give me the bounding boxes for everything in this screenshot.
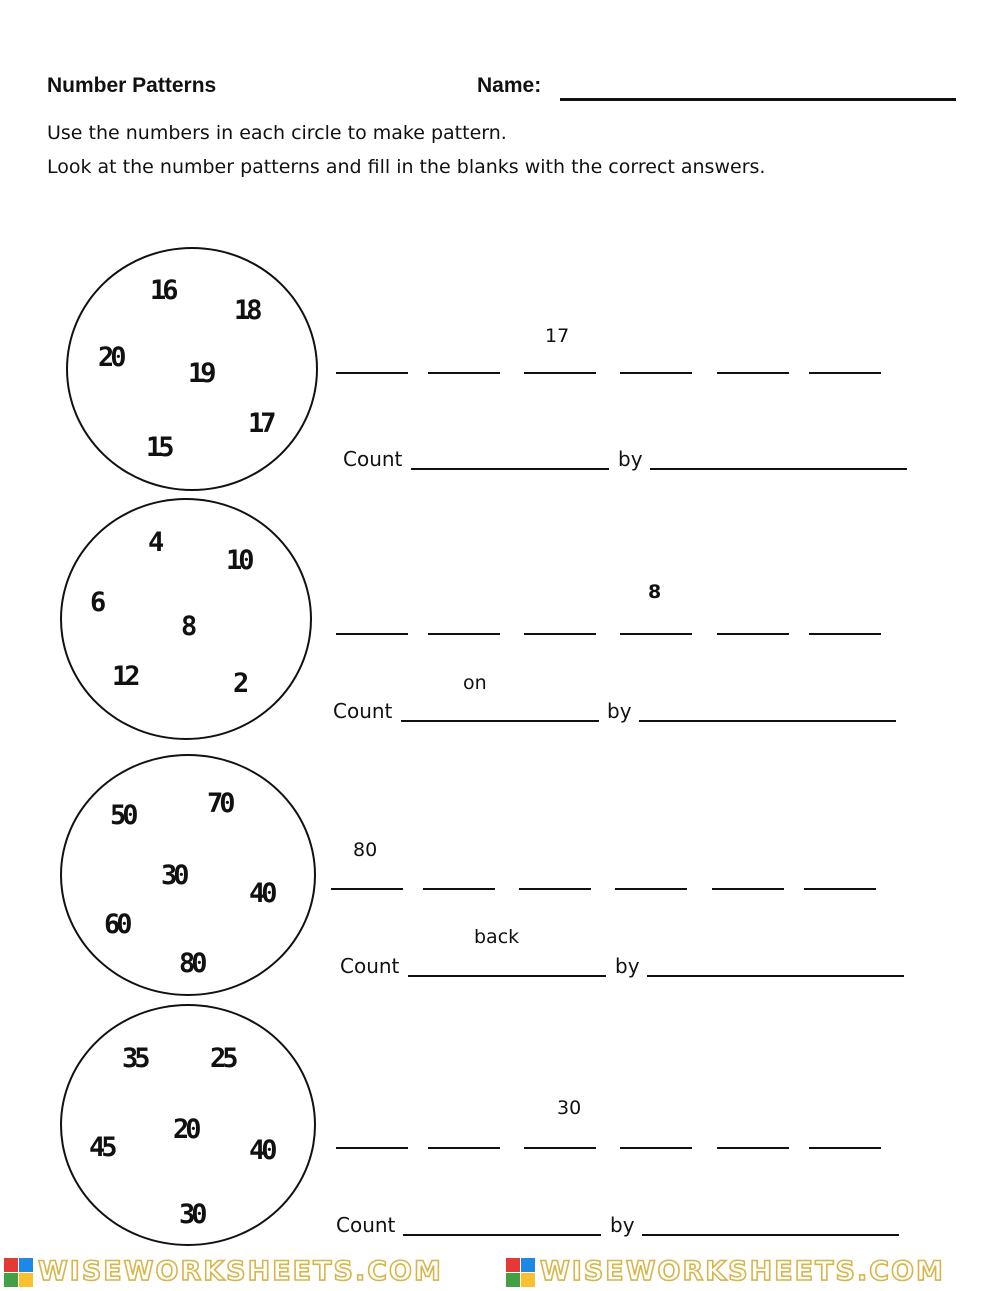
count-label: Count xyxy=(333,699,393,723)
circle-number: 30 xyxy=(179,1199,204,1230)
pattern-blank[interactable] xyxy=(717,372,789,374)
instruction-line-1: Use the numbers in each circle to make pattern. xyxy=(47,122,507,144)
circle-number: 16 xyxy=(150,275,175,306)
count-direction-answer[interactable]: on xyxy=(463,672,487,694)
circle-number: 70 xyxy=(207,788,232,819)
count-direction-blank[interactable] xyxy=(408,975,606,977)
circle-number: 10 xyxy=(226,545,251,576)
circle-number: 12 xyxy=(112,661,137,692)
circle-number: 50 xyxy=(110,800,135,831)
by-label: by xyxy=(615,954,640,978)
pattern-blank[interactable] xyxy=(331,888,403,890)
circle-number: 15 xyxy=(146,432,171,463)
pattern-blank[interactable] xyxy=(519,888,591,890)
worksheet-title: Number Patterns xyxy=(47,74,217,97)
count-label: Count xyxy=(343,447,403,471)
circle-number: 40 xyxy=(249,1135,274,1166)
watermark-footer xyxy=(0,1256,1000,1291)
count-label: Count xyxy=(336,1213,396,1237)
count-direction-blank[interactable] xyxy=(411,468,609,470)
circle-number: 80 xyxy=(179,948,204,979)
pattern-blank[interactable] xyxy=(428,1147,500,1149)
circle-number: 60 xyxy=(104,909,129,940)
circle-number: 30 xyxy=(161,860,186,891)
count-direction-blank[interactable] xyxy=(401,720,599,722)
circle-number: 40 xyxy=(249,878,274,909)
circle-number: 4 xyxy=(148,527,161,558)
pattern-blank[interactable] xyxy=(428,633,500,635)
pattern-blank[interactable] xyxy=(620,372,692,374)
circle-number: 17 xyxy=(248,408,273,439)
pattern-blank[interactable] xyxy=(712,888,784,890)
name-label: Name: xyxy=(477,74,542,97)
logo-blocks-icon xyxy=(4,1258,34,1288)
count-direction-answer[interactable]: back xyxy=(474,926,520,948)
circle-number: 45 xyxy=(89,1132,114,1163)
pattern-blank[interactable] xyxy=(423,888,495,890)
pattern-blank[interactable] xyxy=(809,1147,881,1149)
pattern-blank[interactable] xyxy=(717,633,789,635)
pattern-blank[interactable] xyxy=(524,633,596,635)
circle-number: 35 xyxy=(122,1043,147,1074)
circle-number: 20 xyxy=(173,1114,198,1145)
circle-number: 6 xyxy=(90,587,103,618)
count-step-blank[interactable] xyxy=(647,975,904,977)
circle-number: 19 xyxy=(188,358,213,389)
pattern-blank[interactable] xyxy=(336,1147,408,1149)
count-label: Count xyxy=(340,954,400,978)
by-label: by xyxy=(618,447,643,471)
circle-number: 8 xyxy=(181,611,194,642)
pattern-answer[interactable]: 80 xyxy=(353,839,378,861)
circle-number: 20 xyxy=(98,342,123,373)
name-input-line[interactable] xyxy=(560,98,956,101)
count-step-blank[interactable] xyxy=(639,720,896,722)
pattern-answer[interactable]: 17 xyxy=(545,325,570,347)
count-direction-blank[interactable] xyxy=(403,1234,601,1236)
circle-number: 18 xyxy=(234,295,259,326)
instruction-line-2: Look at the number patterns and fill in the blanks with the correct answers. xyxy=(47,156,766,178)
pattern-answer[interactable]: 30 xyxy=(557,1097,582,1119)
pattern-blank[interactable] xyxy=(804,888,876,890)
pattern-blank[interactable] xyxy=(809,372,881,374)
pattern-answer[interactable]: 8 xyxy=(648,581,662,603)
pattern-blank[interactable] xyxy=(336,633,408,635)
pattern-blank[interactable] xyxy=(620,1147,692,1149)
count-step-blank[interactable] xyxy=(650,468,907,470)
pattern-blank[interactable] xyxy=(524,1147,596,1149)
circle-number: 25 xyxy=(210,1043,235,1074)
pattern-blank[interactable] xyxy=(615,888,687,890)
pattern-blank[interactable] xyxy=(717,1147,789,1149)
count-step-blank[interactable] xyxy=(642,1234,899,1236)
by-label: by xyxy=(610,1213,635,1237)
logo-blocks-icon xyxy=(506,1258,536,1288)
watermark-text: WISEWORKSHEETS.COM xyxy=(38,1256,443,1287)
pattern-blank[interactable] xyxy=(809,633,881,635)
circle-number: 2 xyxy=(233,668,246,699)
by-label: by xyxy=(607,699,632,723)
pattern-blank[interactable] xyxy=(524,372,596,374)
pattern-blank[interactable] xyxy=(620,633,692,635)
watermark-text: WISEWORKSHEETS.COM xyxy=(540,1256,945,1287)
pattern-blank[interactable] xyxy=(336,372,408,374)
pattern-blank[interactable] xyxy=(428,372,500,374)
